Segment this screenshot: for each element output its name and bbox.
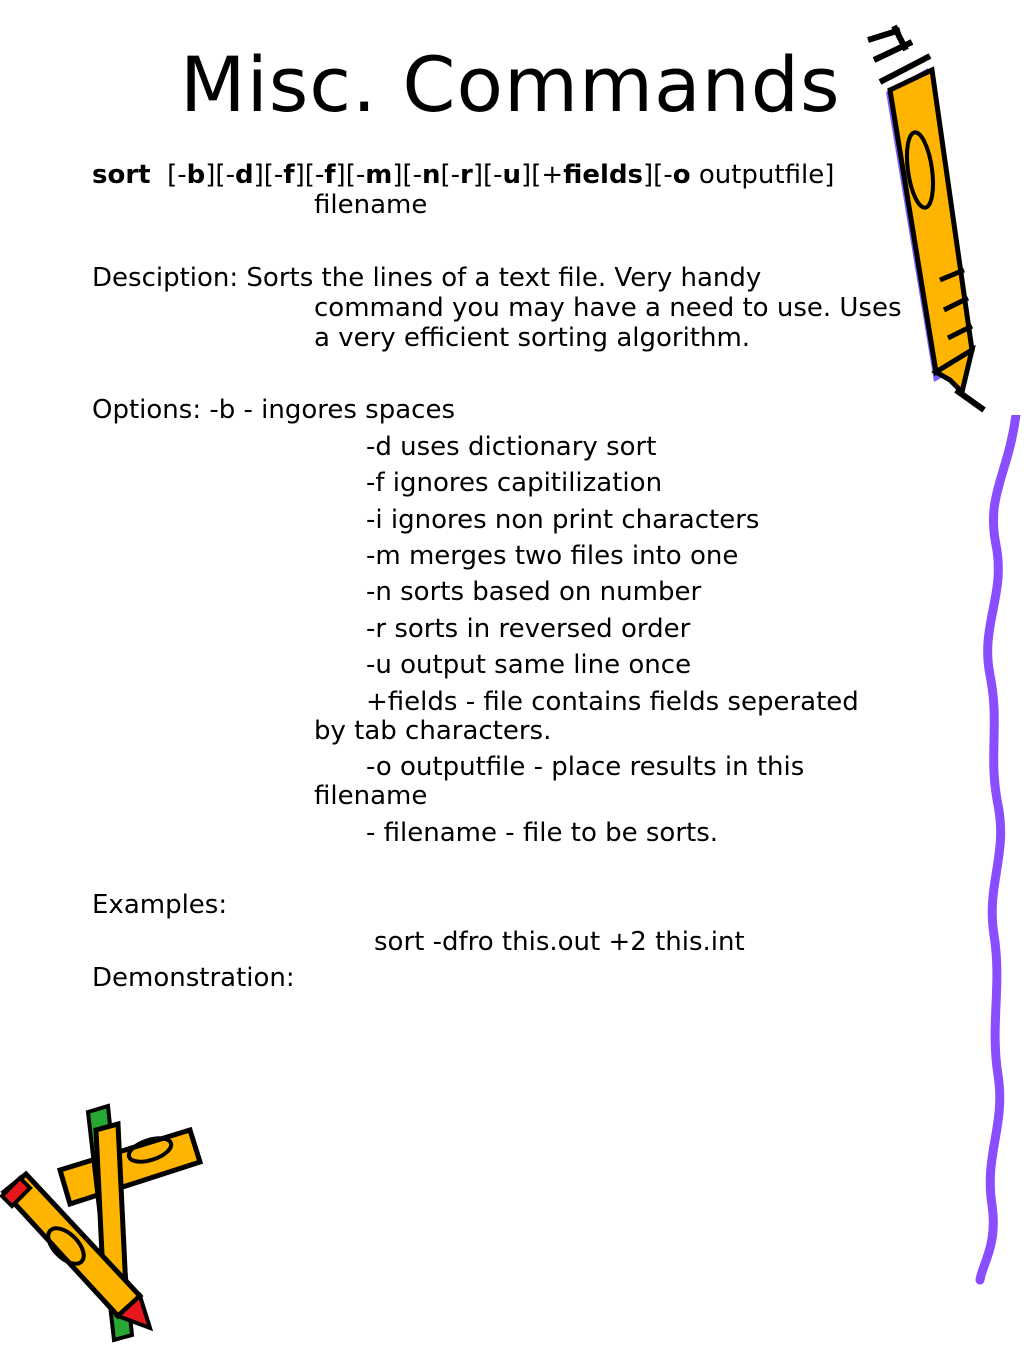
- option-item: -u output same line once: [366, 650, 692, 680]
- syntax-flag: b: [186, 160, 206, 190]
- syntax-separator: ][-: [294, 160, 325, 190]
- options-line-first: [92, 395, 455, 425]
- pencil-body-shape: [890, 70, 972, 372]
- pencil-horizontal-body: [60, 1130, 200, 1204]
- syntax-separator: ][-: [472, 160, 503, 190]
- syntax-flag: fields: [563, 160, 644, 190]
- wavy-line-icon: [960, 415, 1024, 1285]
- description-line-2: command you may have a need to use. Uses: [314, 293, 902, 323]
- syntax-flag: r: [460, 160, 473, 190]
- syntax-separator: outputfile]: [690, 160, 835, 190]
- option-item: -o outputfile - place results in this: [366, 752, 805, 782]
- syntax-flag: d: [234, 160, 254, 190]
- syntax-separator: ][-: [643, 160, 673, 190]
- syntax-flag: f: [283, 160, 295, 190]
- syntax-flag: u: [502, 160, 522, 190]
- description-text: Sorts the lines of a text file. Very handy: [246, 263, 762, 293]
- demonstration-label: Demonstration:: [92, 963, 295, 993]
- examples-label: Examples:: [92, 890, 228, 920]
- syntax-flag: f: [324, 160, 336, 190]
- option-item-continuation: by tab characters.: [314, 716, 552, 746]
- options-label: Options:: [92, 395, 202, 425]
- syntax-flag: m: [365, 160, 393, 190]
- option-item: -n sorts based on number: [366, 577, 702, 607]
- syntax-flag: o: [672, 160, 691, 190]
- option-item: -m merges two files into one: [366, 541, 739, 571]
- description-line-3: a very efficient sorting algorithm.: [314, 323, 751, 353]
- syntax-flag: n: [421, 160, 441, 190]
- option-item: - filename - file to be sorts.: [366, 818, 719, 848]
- option-item: -i ignores non print characters: [366, 505, 760, 535]
- crossed-pencils-icon: [0, 1100, 220, 1355]
- pencil-icon: [860, 20, 990, 420]
- example-command: sort -dfro this.out +2 this.int: [374, 927, 745, 957]
- syntax-separator: ][-: [205, 160, 235, 190]
- option-item: -f ignores capitilization: [366, 468, 663, 498]
- command-syntax: [92, 160, 834, 190]
- option-item: +fields - file contains fields seperated: [366, 687, 859, 717]
- description-line-1: [92, 263, 761, 293]
- page-title: Misc. Commands: [180, 40, 841, 129]
- option-item: -d uses dictionary sort: [366, 432, 657, 462]
- syntax-separator: ][-: [392, 160, 422, 190]
- option-item: -b - ingores spaces: [209, 395, 455, 425]
- pencil-point-line: [956, 390, 984, 410]
- option-item: -r sorts in reversed order: [366, 614, 691, 644]
- syntax-continuation: filename: [314, 190, 428, 220]
- syntax-separator: ][+: [521, 160, 564, 190]
- description-label: Desciption:: [92, 263, 239, 293]
- option-item-continuation: filename: [314, 781, 428, 811]
- syntax-bracket: [-: [167, 160, 187, 190]
- syntax-separator: ][-: [253, 160, 284, 190]
- syntax-separator: ][-: [335, 160, 366, 190]
- command-name: sort: [92, 160, 151, 190]
- wavy-line-path: [980, 415, 1016, 1280]
- syntax-separator: [-: [440, 160, 461, 190]
